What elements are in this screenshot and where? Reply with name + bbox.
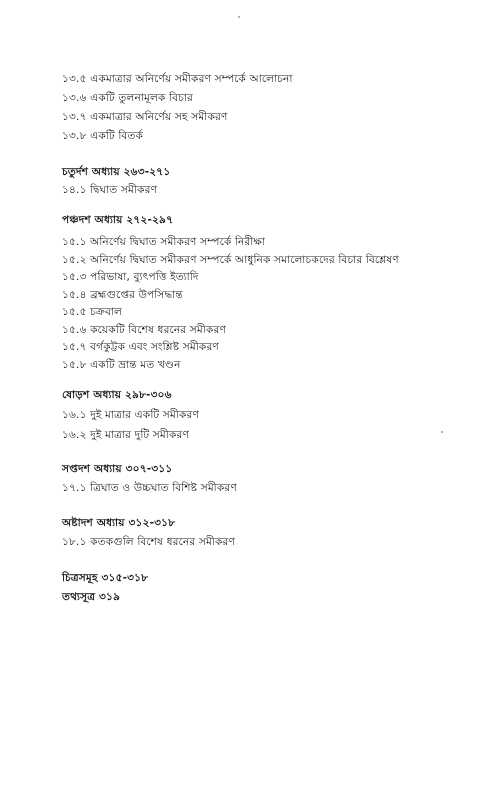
references-entry: তথ্যসূত্র ৩১৯ xyxy=(62,591,121,603)
toc-entry: ১৫.৬ কয়েকটি বিশেষ ধরনের সমীকরণ xyxy=(62,324,226,336)
chapter-heading: অষ্টাদশ অধ্যায় ৩১২-৩১৮ xyxy=(62,517,176,529)
chapter-heading: ষোড়শ অধ্যায় ২৯৮-৩০৬ xyxy=(62,389,172,401)
toc-entry: ১৩.৮ একটি বিতর্ক xyxy=(62,130,143,142)
toc-entry: ১৩.৬ একটি তুলনামূলক বিচার xyxy=(62,92,194,104)
toc-entry: ১৬.১ দুই মাত্রার একটি সমীকরণ xyxy=(62,409,200,421)
toc-entry: ১৩.৫ একমাত্রার অনির্ণেয় সমীকরণ সম্পর্কে আলোচনা xyxy=(62,73,293,85)
toc-entry: ১৫.৩ পরিভাষা, ব্যুৎপত্তি ইত্যাদি xyxy=(62,271,199,283)
toc-entry: ১৪.১ দ্বিঘাত সমীকরণ xyxy=(62,184,158,196)
toc-entry: ১৫.৫ চক্রবাল xyxy=(62,306,123,318)
toc-entry: ১৩.৭ একমাত্রার অনির্ণেয় সহ সমীকরণ xyxy=(62,111,228,123)
toc-entry: ১৫.২ অনির্ণেয় দ্বিঘাত সমীকরণ সম্পর্কে আধুনিক সমালোচকদের বিচার বিশ্লেষণ xyxy=(62,254,399,266)
chapter-heading: চতুর্দশ অধ্যায় ২৬৩-২৭১ xyxy=(62,166,171,178)
figures-entry: চিত্রসমূহ ৩১৫-৩১৮ xyxy=(62,572,149,584)
scan-speck xyxy=(441,431,443,433)
toc-entry: ১৫.৭ বর্গকুট্টক এবং সংশ্লিষ্ট সমীকরণ xyxy=(62,341,219,353)
toc-entry: ১৫.৪ ব্রহ্মগুপ্তের উপসিদ্ধান্ত xyxy=(62,289,183,301)
scan-speck xyxy=(238,16,240,18)
toc-entry: ১৫.৮ একটি ভ্রান্ত মত খণ্ডন xyxy=(62,359,181,371)
chapter-heading: পঞ্চদশ অধ্যায় ২৭২-২৯৭ xyxy=(62,214,174,226)
toc-entry: ১৬.২ দুই মাত্রার দুটি সমীকরণ xyxy=(62,429,190,441)
toc-entry: ১৫.১ অনির্ণেয় দ্বিঘাত সমীকরণ সম্পর্কে নিরীক্ষা xyxy=(62,236,266,248)
toc-entry: ১৭.১ ত্রিঘাত ও উচ্চঘাত বিশিষ্ট সমীকরণ xyxy=(62,482,237,494)
toc-entry: ১৮.১ কতকগুলি বিশেষ ধরনের সমীকরণ xyxy=(62,536,236,548)
chapter-heading: সপ্তদশ অধ্যায় ৩০৭-৩১১ xyxy=(62,463,173,475)
